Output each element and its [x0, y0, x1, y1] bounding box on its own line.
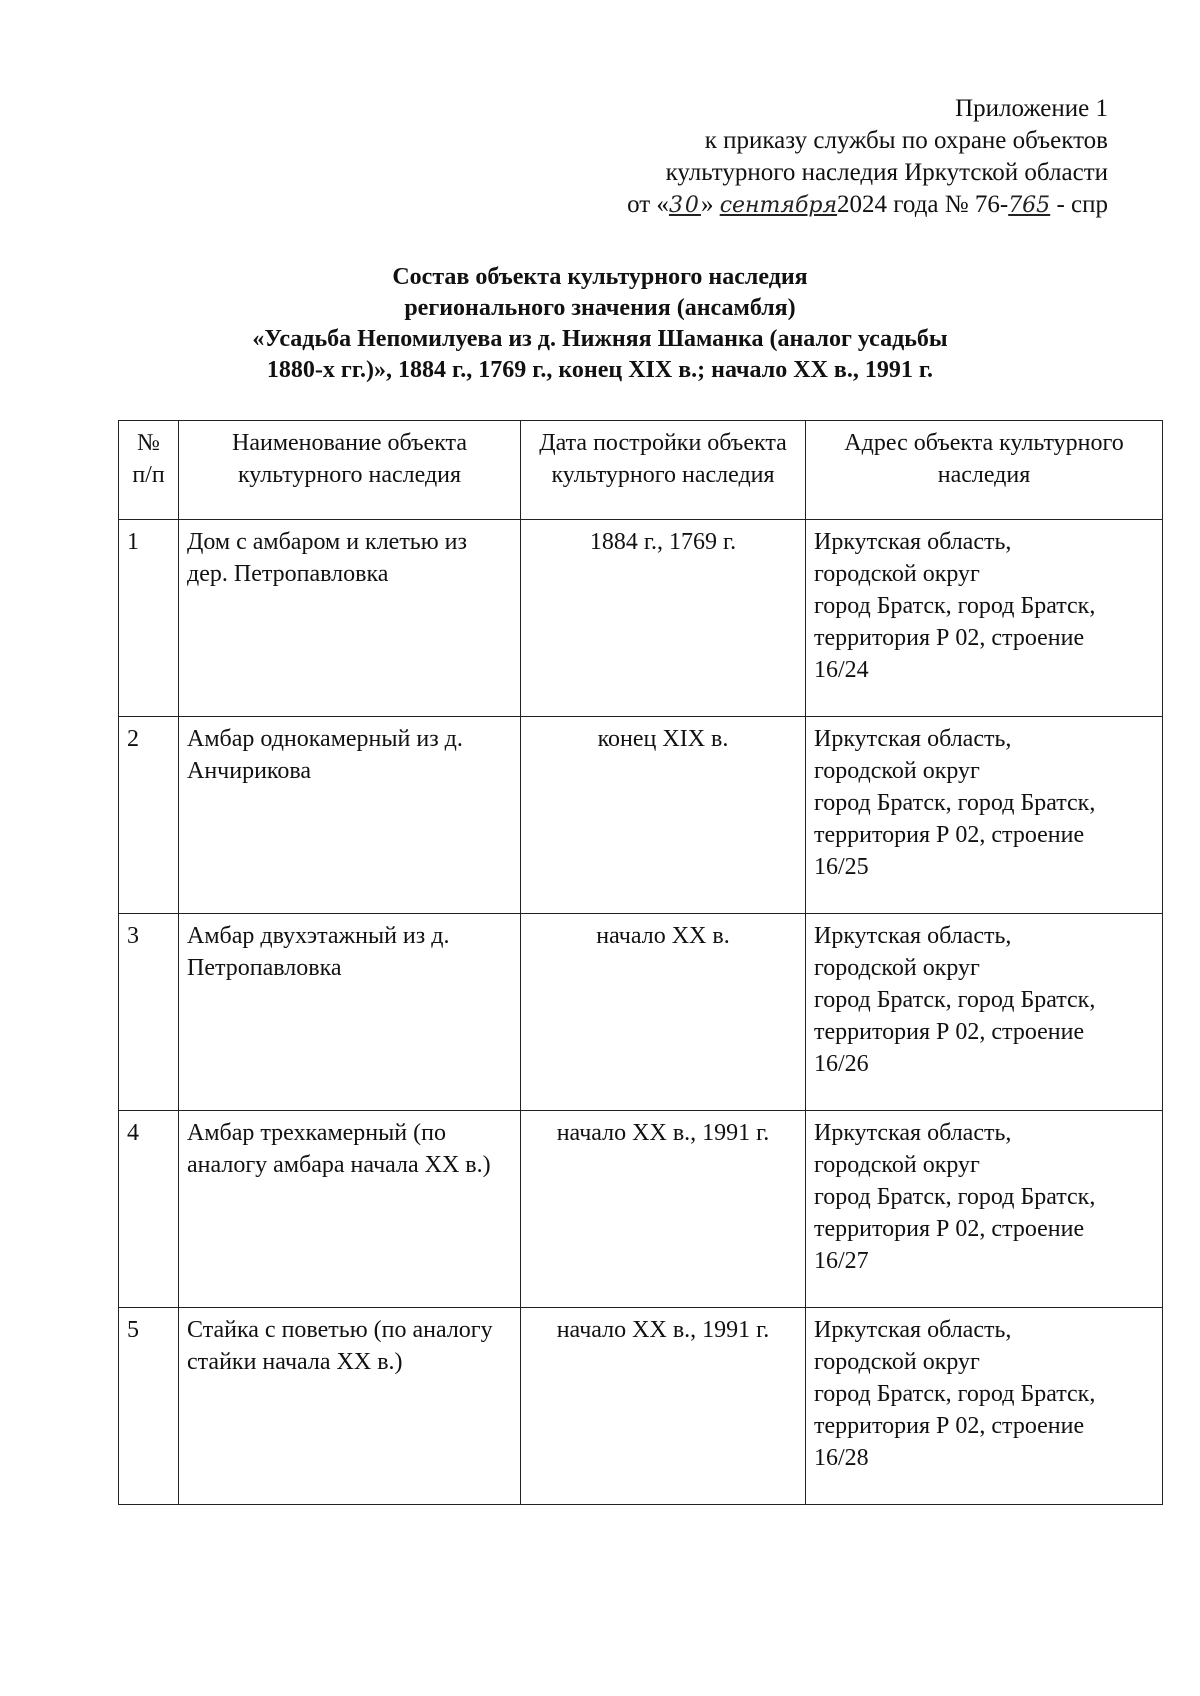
row-number: 4 [119, 1111, 179, 1308]
header-address: Адрес объекта культурного наследия [806, 421, 1163, 520]
document-title [0, 262, 1200, 386]
address-line: территория Р 02, строение [814, 1413, 1085, 1439]
title-line-4: 1880-х гг.)», 1884 г., 1769 г., конец XIX в.; начало XX в., 1991 г. [266, 357, 934, 383]
appendix-header [627, 93, 1108, 222]
row-address [806, 520, 1163, 717]
row-date: 1884 г., 1769 г. [521, 520, 806, 717]
date-prefix: от « [627, 191, 669, 218]
row-name: Дом с амбаром и клетью из дер. Петропавловка [179, 520, 521, 717]
row-number: 2 [119, 717, 179, 914]
handwritten-order-number: 765 [1008, 193, 1051, 218]
heritage-objects-table [118, 420, 1163, 1505]
row-address [806, 914, 1163, 1111]
address-line: город Братск, город Братск, [814, 987, 1096, 1013]
table-header-row [119, 421, 1163, 520]
date-year: 2024 года № 76- [837, 191, 1009, 218]
row-number: 3 [119, 914, 179, 1111]
row-date: начало XX в., 1991 г. [521, 1308, 806, 1505]
address-line: городской округ [814, 1152, 980, 1178]
address-line: Иркутская область, [814, 923, 1012, 949]
table-row [119, 914, 1163, 1111]
header-number: № п/п [119, 421, 179, 520]
appendix-date-line [627, 189, 1108, 222]
header-name: Наименование объекта культурного наследия [179, 421, 521, 520]
row-name: Амбар однокамерный из д. Анчирикова [179, 717, 521, 914]
address-line: городской округ [814, 758, 980, 784]
date-suffix: - спр [1050, 191, 1108, 218]
address-line: городской округ [814, 955, 980, 981]
address-line: Иркутская область, [814, 726, 1012, 752]
address-line: 16/26 [814, 1051, 869, 1077]
address-line: 16/28 [814, 1445, 869, 1471]
table-row [119, 1308, 1163, 1505]
row-address [806, 717, 1163, 914]
row-name: Амбар трехкамерный (по аналогу амбара начала XX в.) [179, 1111, 521, 1308]
address-line: территория Р 02, строение [814, 1216, 1085, 1242]
appendix-order-ref: к приказу службы по охране объектов [704, 127, 1108, 154]
address-line: территория Р 02, строение [814, 625, 1085, 651]
appendix-authority: культурного наследия Иркутской области [665, 159, 1108, 186]
address-line: 16/24 [814, 657, 869, 683]
table-row [119, 520, 1163, 717]
row-address [806, 1308, 1163, 1505]
address-line: 16/27 [814, 1248, 869, 1274]
address-line: 16/25 [814, 854, 869, 880]
table-row [119, 717, 1163, 914]
title-line-1: Состав объекта культурного наследия [392, 264, 808, 290]
row-name: Амбар двухэтажный из д. Петропавловка [179, 914, 521, 1111]
address-line: город Братск, город Братск, [814, 593, 1096, 619]
header-date: Дата постройки объекта культурного наследия [521, 421, 806, 520]
row-date: начало XX в., 1991 г. [521, 1111, 806, 1308]
address-line: городской округ [814, 1349, 980, 1375]
title-line-3: «Усадьба Непомилуева из д. Нижняя Шаманка (аналог усадьбы [252, 326, 948, 352]
address-line: Иркутская область, [814, 529, 1012, 555]
appendix-title: Приложение 1 [955, 95, 1108, 122]
address-line: Иркутская область, [814, 1120, 1012, 1146]
handwritten-month: сентября [719, 193, 838, 218]
table-row [119, 1111, 1163, 1308]
date-mid: » [700, 191, 714, 218]
handwritten-day: 30 [668, 193, 701, 218]
row-number: 1 [119, 520, 179, 717]
address-line: городской округ [814, 561, 980, 587]
row-address [806, 1111, 1163, 1308]
address-line: Иркутская область, [814, 1317, 1012, 1343]
address-line: город Братск, город Братск, [814, 1381, 1096, 1407]
address-line: территория Р 02, строение [814, 1019, 1085, 1045]
row-name: Стайка с поветью (по аналогу стайки начала XX в.) [179, 1308, 521, 1505]
row-date: конец XIX в. [521, 717, 806, 914]
address-line: город Братск, город Братск, [814, 790, 1096, 816]
title-line-2: регионального значения (ансамбля) [404, 295, 796, 321]
row-number: 5 [119, 1308, 179, 1505]
address-line: территория Р 02, строение [814, 822, 1085, 848]
address-line: город Братск, город Братск, [814, 1184, 1096, 1210]
row-date: начало XX в. [521, 914, 806, 1111]
